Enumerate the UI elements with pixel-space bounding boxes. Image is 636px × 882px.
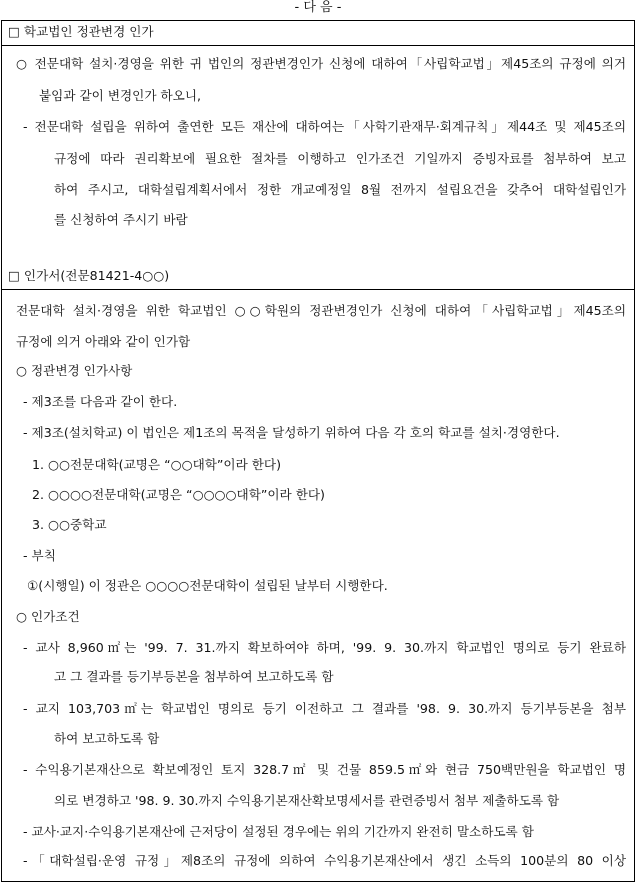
section2-divider bbox=[2, 289, 634, 290]
section2-intro2: 규정에 의거 아래와 같이 인가함 bbox=[16, 334, 191, 349]
condition3-line1: - 수익용기본재산으로 확보예정인 토지 328.7㎡ 및 건물 859.5㎡와 현금 750백만원을 학교법인 명 bbox=[23, 762, 626, 777]
section1-line6: 를 신청하여 주시기 바람 bbox=[54, 212, 188, 227]
conditions-title: ○ 인가조건 bbox=[16, 609, 80, 624]
change-line1: - 제3조를 다음과 같이 한다. bbox=[23, 394, 178, 409]
change-item3: 3. ○○중학교 bbox=[32, 517, 107, 532]
change-item2: 2. ○○○○전문대학(교명은 “○○○○대학”이라 한다) bbox=[32, 487, 325, 502]
condition1-line2: 고 그 결과를 등기부등본을 첨부하여 보고하도록 함 bbox=[54, 669, 334, 684]
document-header: - 다 음 - bbox=[294, 0, 342, 15]
changes-title: ○ 정관변경 인가사항 bbox=[16, 363, 133, 378]
section1-line1: ○ 전문대학 설치·경영을 위한 귀 법인의 정관변경인가 신청에 대하여「사립학교법」제45조의 규정에 의거 bbox=[16, 56, 626, 71]
change-line2: - 제3조(설치학교) 이 법인은 제1조의 목적을 달성하기 위하여 다음 각 호의 학교를 설치·경영한다. bbox=[23, 425, 560, 440]
condition5: -「대학설립·운영 규정」제8조의 규정에 의하여 수익용기본재산에서 생긴 소득의 100분의 80 이상 bbox=[23, 853, 626, 868]
change-item1: 1. ○○전문대학(교명은 “○○대학”이라 한다) bbox=[32, 457, 282, 472]
section1-line5: 하여 주시고, 대학설립계획서에서 정한 개교예정일 8월 전까지 설립요건을 갖추어 대학설립인가 bbox=[54, 182, 626, 197]
condition2-line2: 하여 보고하도록 함 bbox=[54, 731, 160, 746]
condition4: - 교사·교지·수익용기본재산에 근저당이 설정된 경우에는 위의 기간까지 완전히 말소하도록 함 bbox=[23, 824, 534, 839]
section1-line2: 붙임과 같이 변경인가 하오니, bbox=[39, 88, 201, 103]
appendix-item1: ①(시행일) 이 정관은 ○○○○전문대학이 설립된 날부터 시행한다. bbox=[27, 578, 388, 593]
section1-line4: 규정에 따라 권리확보에 필요한 절차를 이행하고 인가조건 기일까지 증빙자료를 첨부하여 보고 bbox=[54, 151, 626, 166]
section2-title: □ 인가서(전문81421-4○○) bbox=[8, 268, 170, 283]
condition1-line1: - 교사 8,960㎡는 '99. 7. 31.까지 확보하여야 하며, '99. 9. 30.까지 학교법인 명의로 등기 완료하 bbox=[23, 640, 626, 655]
section1-divider bbox=[2, 45, 634, 46]
appendix-title: - 부칙 bbox=[23, 548, 56, 563]
section2-intro1: 전문대학 설치·경영을 위한 학교법인 ○○학원의 정관변경인가 신청에 대하여「사립학교법」제45조의 bbox=[16, 303, 626, 318]
section1-title: □ 학교법인 정관변경 인가 bbox=[8, 24, 154, 39]
condition2-line1: - 교지 103,703㎡는 학교법인 명의로 등기 이전하고 그 결과를 '98. 9. 30.까지 등기부등본을 첨부 bbox=[23, 701, 626, 716]
condition3-line2: 의로 변경하고 '98. 9. 30.까지 수익용기본재산확보명세서를 관련증빙서 첨부 제출하도록 함 bbox=[54, 793, 560, 808]
section1-line3: - 전문대학 설립을 위하여 출연한 모든 재산에 대하여는「사학기관재무·회계규칙」제44조 및 제45조의 bbox=[23, 119, 626, 134]
content-box bbox=[1, 20, 635, 882]
